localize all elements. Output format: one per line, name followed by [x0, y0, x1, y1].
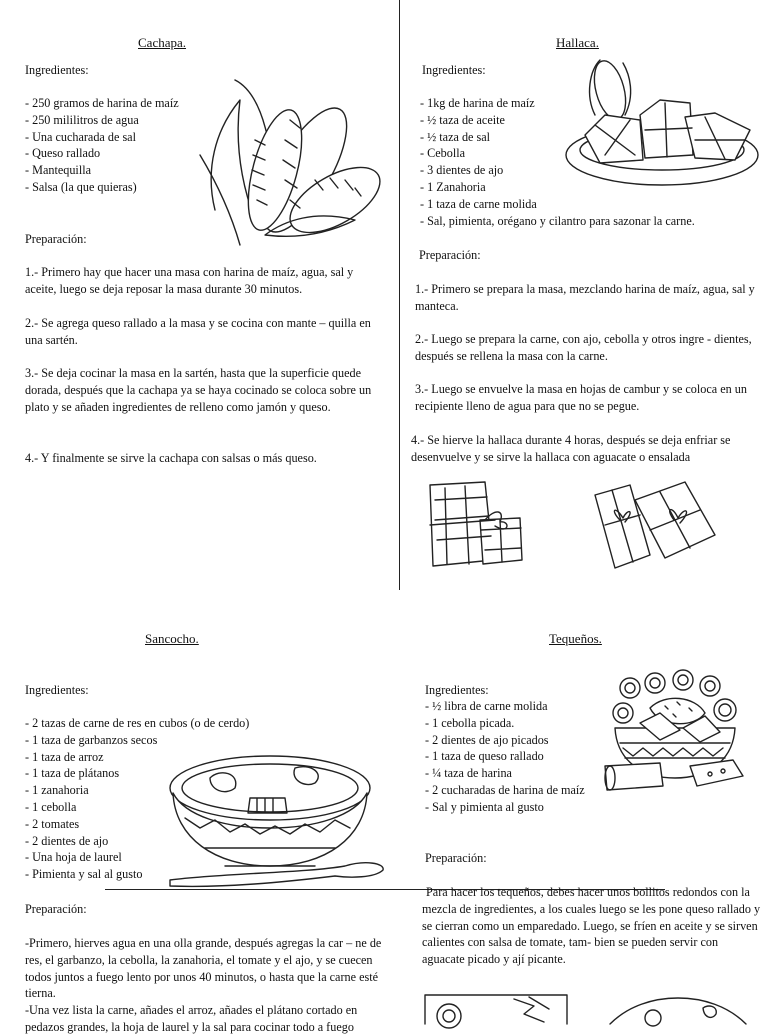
tequenos-preparation-label: Preparación: [425, 851, 487, 865]
cachapa-title: Cachapa. [138, 35, 187, 50]
list-item: - 1kg de harina de maíz [420, 96, 535, 110]
list-item: - Mantequilla [25, 163, 91, 178]
hallaca-preparation-label: Preparación: [419, 248, 481, 262]
sancocho-ingredients-label: Ingredientes: [25, 683, 89, 697]
list-item: - 1 cebolla picada. [425, 715, 515, 730]
cachapa-step-3: 3.- Se deja cocinar la masa en la sartén, hasta que la superficie quede dorada, después que la cachapa ya se haya cocinado se coloca sobre un plato y se añaden ingredientes de relleno como jamón y queso. [25, 366, 372, 414]
tequenos-ingredients-list [425, 698, 585, 816]
list-item: - 2 dientes de ajo [25, 833, 109, 848]
hallaca-step-2: 2.- Luego se prepara la carne, con ajo, cebolla y otros ingre - dientes, después se rellena la masa con la carne. [415, 332, 752, 363]
list-item: - Queso rallado [25, 146, 101, 161]
hallaca-step-3: 3.- Luego se envuelve la masa en hojas de cambur y se coloca en un recipiente lleno de agua para que no se pegue. [415, 382, 747, 413]
list-item: - 1 taza de queso rallado [425, 749, 544, 764]
list-item: - 2 tazas de carne de res en cubos (o de cerdo) [25, 716, 250, 730]
list-item: - 250 gramos de harina de maíz [25, 96, 179, 110]
tequenos-ingredients-label: Ingredientes: [425, 683, 489, 697]
cachapa-step-1: 1.- Primero hay que hacer una masa con harina de maíz, agua, sal y aceite, luego se deja reposar la masa durante 30 minutos. [25, 265, 354, 296]
list-item: - ½ taza de sal [420, 129, 491, 144]
cachapa-ingredients-list [25, 95, 179, 196]
tied-hallacas-illustration [590, 480, 720, 570]
cachapa-step-4: 4.- Y finalmente se sirve la cachapa con salsas o más queso. [25, 451, 317, 465]
sancocho-title: Sancocho. [145, 631, 199, 646]
list-item: - 2 cucharadas de harina de maíz [425, 782, 585, 797]
bottom-left-illustration [424, 994, 569, 1024]
list-item: - Una hoja de laurel [25, 850, 122, 865]
list-item: - 1 taza de garbanzos secos [25, 732, 158, 747]
hallaca-step-4: 4.- Se hierve la hallaca durante 4 horas, después se deja enfriar se desenvuelve y se sirve la hallaca con aguacate o ensalada [411, 433, 731, 464]
sancocho-step-1: -Primero, hierves agua en una olla grande, después agregas la car – ne de res, el garbanzo, la cebolla, la zanahoria, el tomate y el ajo, y se cuecen todos juntos a fuego lento por unos 40 minutos, o hasta que la carne esté tierna. [25, 936, 382, 1001]
hallaca-title: Hallaca. [556, 35, 599, 50]
hallaca-step-1: 1.- Primero se prepara la masa, mezclando harina de maíz, agua, sal y manteca. [415, 282, 755, 313]
cachapa-preparation-label: Preparación: [25, 232, 87, 246]
list-item: - 2 dientes de ajo picados [425, 732, 549, 747]
list-item: - 1 zanahoria [25, 783, 89, 798]
list-item: - Sal y pimienta al gusto [425, 799, 544, 814]
list-item: - Sal, pimienta, orégano y cilantro para sazonar la carne. [420, 213, 695, 228]
tequenos-step-1: Para hacer los tequeños, debes hacer unos bollitos redondos con la mezcla de ingredientes, a los cuales luego se les pone queso rallado y se cierran como un emparedado. Luego, se fríen en aceite y se sirven calientes con salsa de tomate, tam- bien se pueden servir con aguacate picado y ají picante. [422, 885, 761, 967]
sancocho-preparation-label: Preparación: [25, 902, 87, 916]
tequenos-basket-illustration [605, 668, 745, 793]
list-item: - ½ taza de aceite [420, 112, 505, 127]
list-item: - ½ libra de carne molida [425, 699, 548, 713]
soup-bowl-illustration [165, 748, 390, 893]
tequenos-title: Tequeños. [549, 631, 602, 646]
list-item: - 2 tomates [25, 816, 80, 831]
cachapa-step-2: 2.- Se agrega queso rallado a la masa y se cocina con mante – quilla en una sartén. [25, 316, 371, 347]
vertical-divider [399, 0, 400, 590]
list-item: - 1 cebolla [25, 799, 77, 814]
list-item: - 250 mililitros de agua [25, 112, 139, 127]
list-item: - 1 taza de arroz [25, 749, 104, 764]
bottom-right-illustration [608, 996, 748, 1024]
wrapped-hallacas-illustration [425, 480, 525, 570]
list-item: - ¼ taza de harina [425, 766, 512, 781]
list-item: - Salsa (la que quieras) [25, 179, 137, 194]
list-item: - 3 dientes de ajo [420, 163, 504, 178]
corn-illustration [195, 60, 380, 250]
list-item: - 1 taza de plátanos [25, 766, 120, 781]
hallaca-ingredients-label: Ingredientes: [422, 63, 486, 77]
list-item: - Una cucharada de sal [25, 129, 136, 144]
list-item: - Cebolla [420, 146, 466, 161]
list-item: - 1 Zanahoria [420, 179, 486, 194]
sancocho-step-2: -Una vez lista la carne, añades el arroz, añades el plátano cortado en pedazos grandes, la hoja de laurel y la sal para cocinar todo a fuego [25, 1003, 358, 1034]
list-item: - Pimienta y sal al gusto [25, 867, 143, 882]
cachapa-ingredients-label: Ingredientes: [25, 63, 89, 77]
list-item: - 1 taza de carne molida [420, 196, 537, 211]
hallaca-plate-illustration [565, 55, 760, 195]
